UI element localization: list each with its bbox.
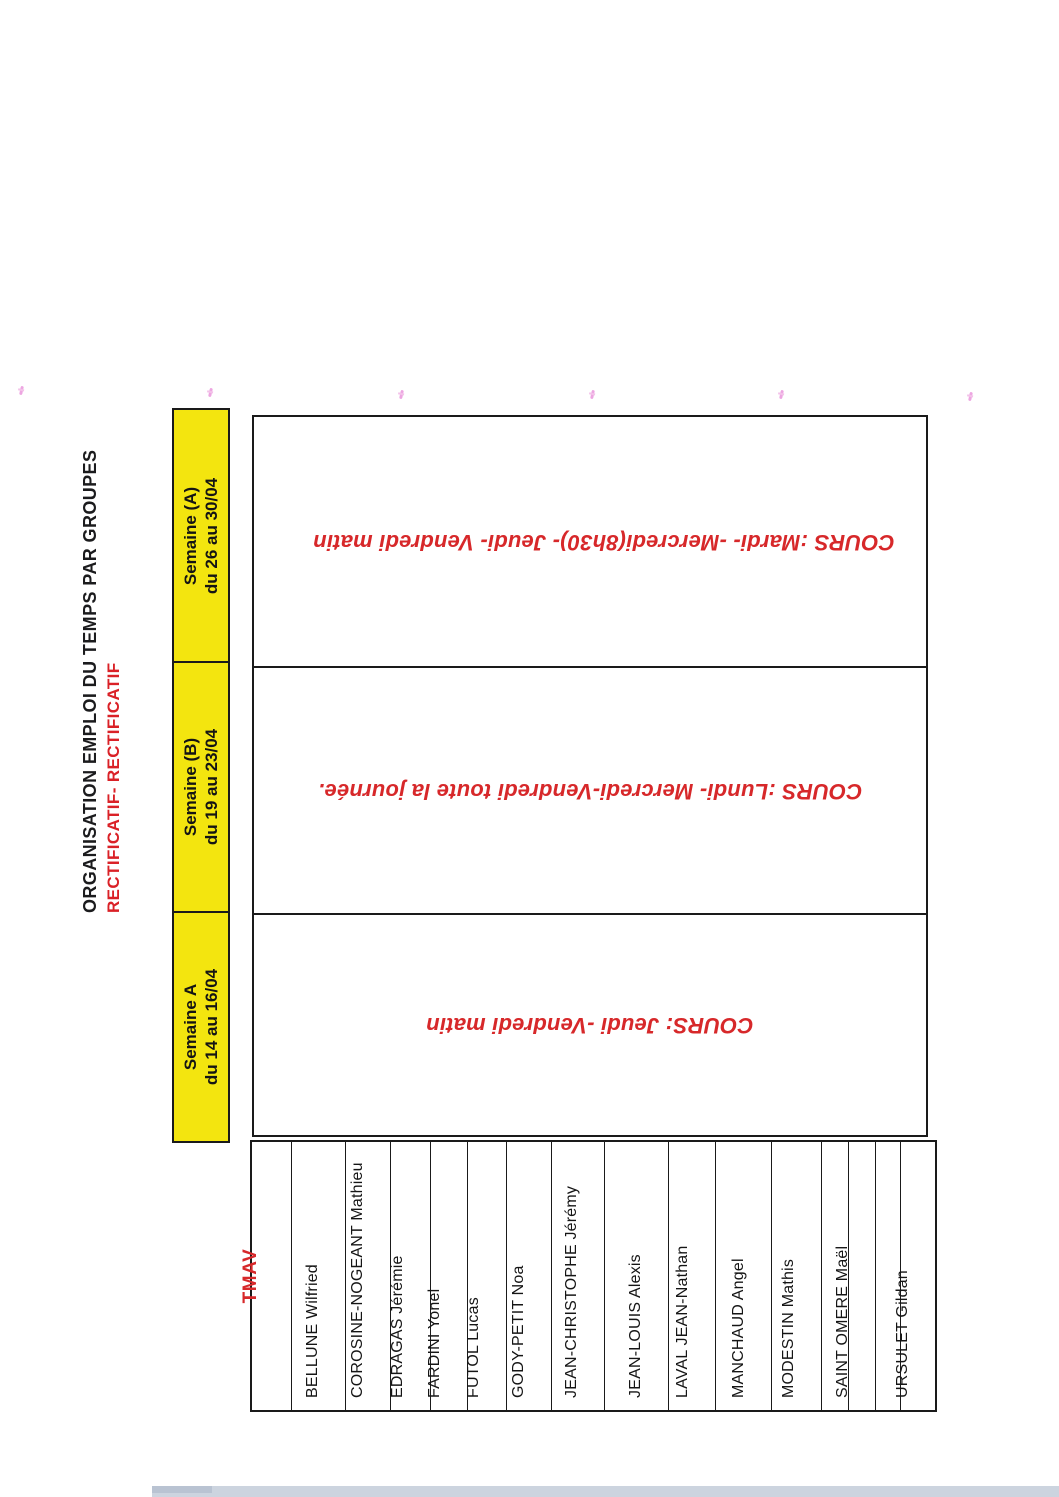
student-cell xyxy=(772,1142,822,1410)
week-header-column xyxy=(172,408,230,1143)
schedule-row-semaine-b-19-23 xyxy=(254,668,926,915)
student-name: LAVAL JEAN-Nathan xyxy=(674,1245,692,1398)
student-cell xyxy=(552,1142,605,1410)
student-cell xyxy=(605,1142,669,1410)
student-cell xyxy=(346,1142,391,1410)
course-text: COURS :Mardi- -Mercredi(8h30)- Jeudi- Vendredi matin xyxy=(313,529,895,555)
student-cell xyxy=(425,1142,468,1410)
group-cell xyxy=(239,1142,292,1410)
student-name: MODESTIN Mathis xyxy=(779,1258,797,1398)
scan-speck xyxy=(399,390,404,399)
scan-speck xyxy=(968,392,973,401)
week-label: Semaine (A) xyxy=(181,486,200,585)
week-dates: du 26 au 30/04 xyxy=(202,477,221,594)
student-name: BELLUNE Wilfried xyxy=(304,1264,322,1398)
student-cell xyxy=(292,1142,347,1410)
title-block xyxy=(80,449,174,913)
week-dates: du 14 au 16/04 xyxy=(202,968,221,1086)
student-name: JEAN-CHRISTOPHE Jérémy xyxy=(562,1185,580,1398)
student-name: SAINT OMERE Maël xyxy=(834,1245,852,1398)
scan-speck xyxy=(208,388,213,397)
student-name: EDRAGAS Jérémie xyxy=(388,1255,406,1398)
student-name: JEAN-LOUIS Alexis xyxy=(626,1254,644,1398)
week-label: Semaine A xyxy=(181,983,200,1071)
students-table xyxy=(239,1140,937,1412)
student-name: GODY-PETIT Noa xyxy=(510,1265,528,1398)
schedule-table xyxy=(252,415,928,1137)
student-cell xyxy=(834,1142,876,1410)
scan-edge-strip xyxy=(152,1486,1059,1497)
course-text: COURS :Lundi- Mercredi-Vendredi toute la journée. xyxy=(317,778,863,804)
week-label: Semaine (B) xyxy=(181,737,200,837)
page-title: ORGANISATION EMPLOI DU TEMPS PAR GROUPES xyxy=(80,449,100,913)
week-dates: du 19 au 23/04 xyxy=(202,728,221,846)
student-name: COROSINE-NOGEANT Mathieu xyxy=(349,1162,367,1398)
group-label: TMAV xyxy=(239,1248,261,1304)
schedule-row-semaine-a-14-16 xyxy=(254,915,926,1135)
student-name: URSULET Gildan xyxy=(893,1270,911,1398)
student-cell xyxy=(388,1142,431,1410)
course-text: COURS: Jeudi -Vendredi matin xyxy=(426,1013,754,1038)
student-name: FARDINI Yonel xyxy=(425,1288,443,1398)
scan-speck xyxy=(779,390,784,399)
student-cell xyxy=(893,1142,935,1410)
week-header-semaine-a-14-16 xyxy=(172,911,230,1143)
student-cell xyxy=(507,1142,552,1410)
scan-speck xyxy=(590,390,595,399)
student-name: MANCHAUD Angel xyxy=(729,1258,747,1398)
student-cell xyxy=(465,1142,508,1410)
schedule-row-semaine-a-26-30 xyxy=(254,417,926,668)
student-name: FUTOL Lucas xyxy=(465,1297,483,1398)
week-header-semaine-b-19-23 xyxy=(172,661,230,911)
student-cell xyxy=(669,1142,717,1410)
scan-speck xyxy=(19,386,24,395)
student-cell xyxy=(716,1142,772,1410)
page-subtitle: RECTIFICATIF- RECTIFICATIF xyxy=(104,662,123,913)
scan-edge-strip-shadow xyxy=(152,1486,212,1493)
week-header-semaine-a-26-30 xyxy=(172,408,230,661)
